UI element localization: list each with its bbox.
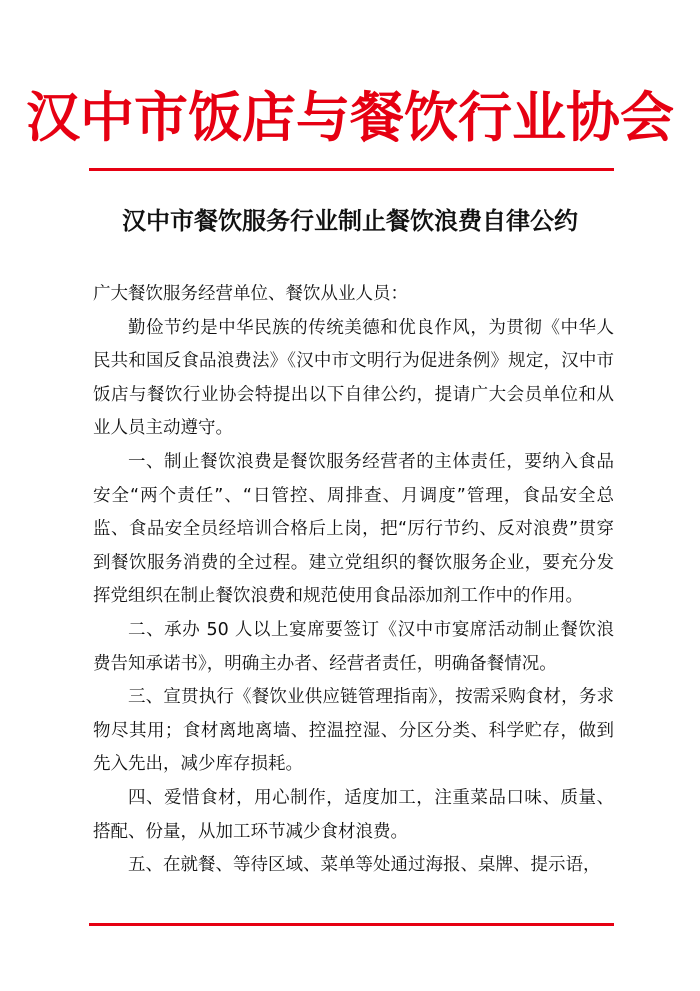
paragraph-article-5: 五、在就餐、等待区域、菜单等处通过海报、桌牌、提示语，: [128, 855, 601, 876]
paragraph-article-1: 一、制止餐饮浪费是餐饮服务经营者的主体责任，要纳入食品安全“两个责任”、“日管控、周排查、月调度”管理，食品安全总监、食品安全员经培训合格后上岗，把“厉行节约、反对浪费”贯穿到餐饮服务消费的全过程。建立党组织的餐饮服务企业，要充分发挥党组织在制止餐饮浪费和规范使用食品添加剂工作中的作用。: [93, 451, 614, 607]
letterhead-red-rule: [89, 168, 614, 171]
letterhead-org-name: 汉中市饭店与餐饮行业协会: [26, 85, 674, 149]
paragraph-article-4: 四、爱惜食材，用心制作，适度加工，注重菜品口味、质量、搭配、份量，从加工环节减少食材浪费。: [93, 787, 614, 842]
document-body: [93, 278, 614, 926]
salutation: 广大餐饮服务经营单位、餐饮从业人员：: [93, 284, 408, 304]
paragraph-article-3: 三、宣贯执行《餐饮业供应链管理指南》，按需采购食材，务求物尽其用；食材离地离墙、控温控湿、分区分类、科学贮存，做到先入先出，减少库存损耗。: [93, 687, 614, 775]
paragraph-article-2: 二、承办 50 人以上宴席要签订《汉中市宴席活动制止餐饮浪费告知承诺书》，明确主办者、经营者责任，明确备餐情况。: [93, 619, 614, 674]
paragraph-intro: 勤俭节约是中华民族的传统美德和优良作风，为贯彻《中华人民共和国反食品浪费法》《汉中市文明行为促进条例》规定，汉中市饭店与餐饮行业协会特提出以下自律公约，提请广大会员单位和从业人员主动遵守。: [93, 317, 614, 439]
footer-red-rule: [89, 923, 614, 926]
document-title: 汉中市餐饮服务行业制止餐饮浪费自律公约: [122, 207, 578, 235]
